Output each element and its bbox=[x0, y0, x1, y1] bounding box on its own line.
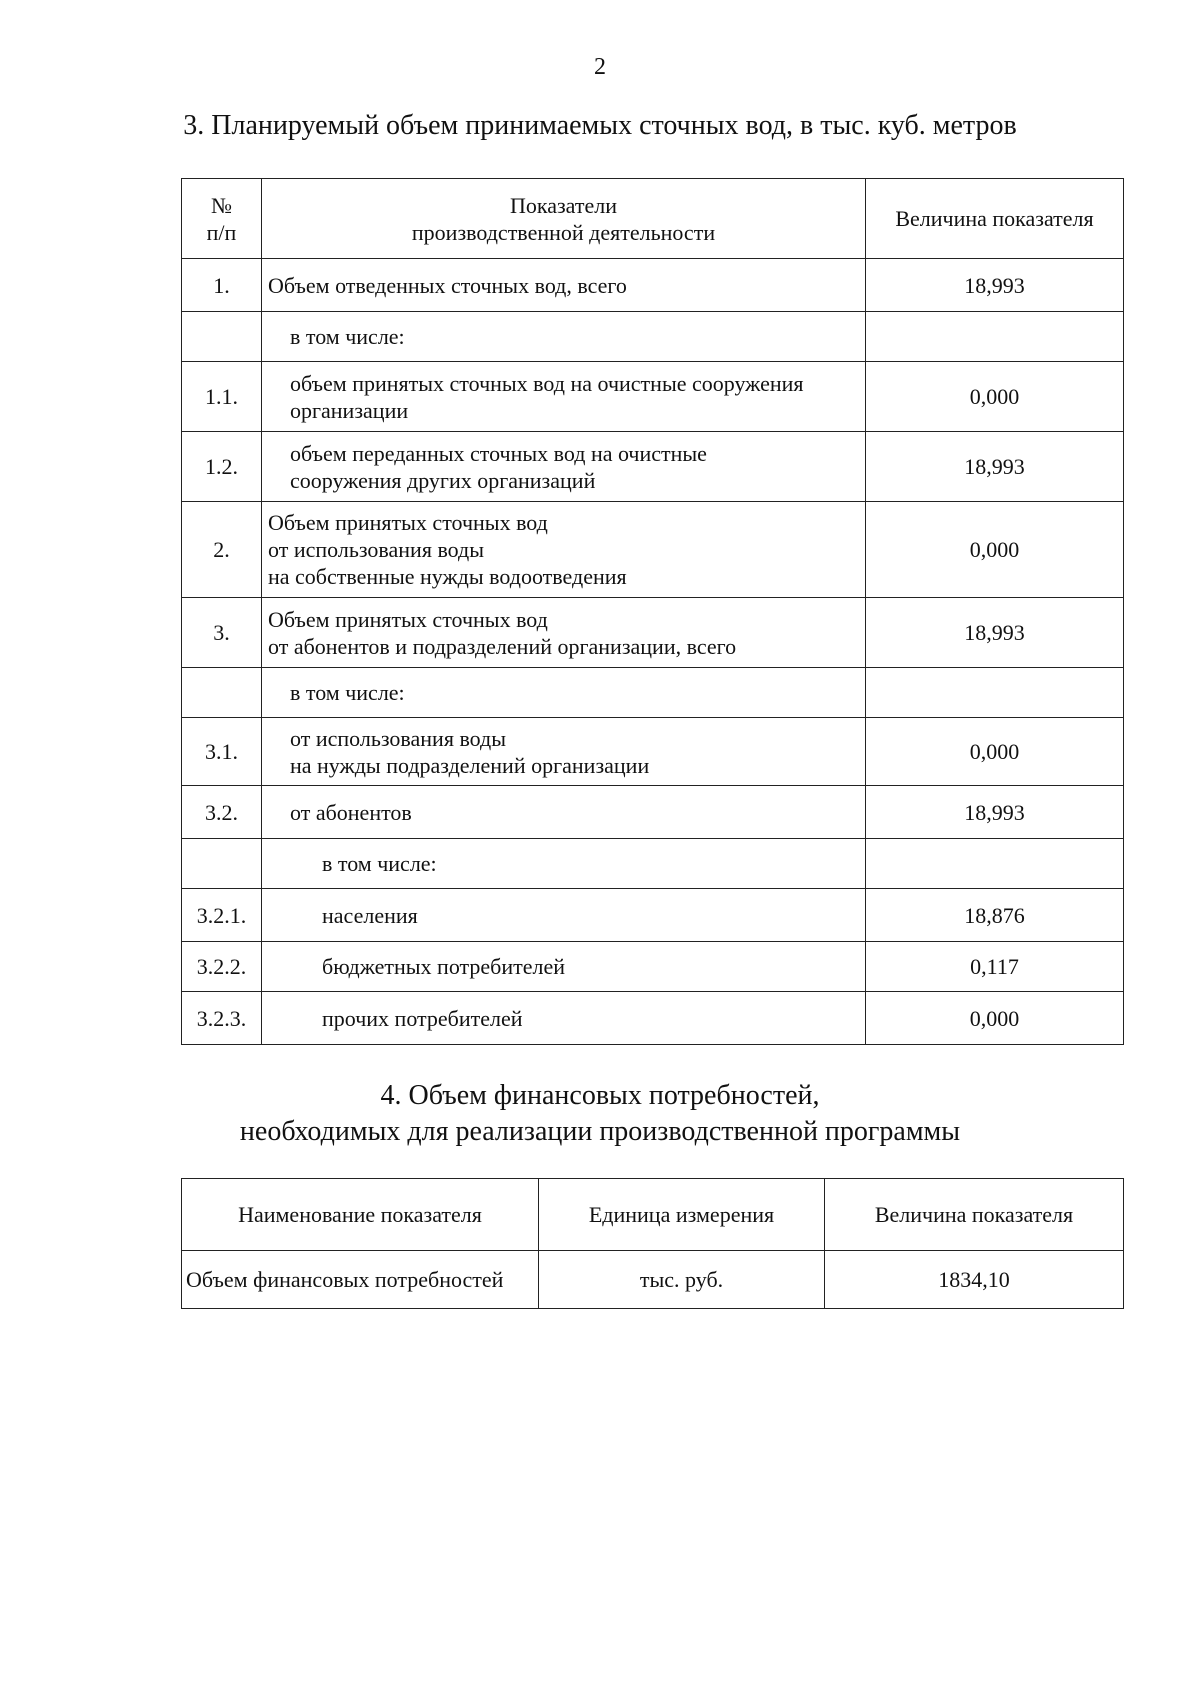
row-number: 3.2. bbox=[182, 786, 262, 839]
row-label-line: населения bbox=[322, 902, 418, 928]
row-label bbox=[262, 502, 866, 598]
financial-needs-table bbox=[181, 1178, 1124, 1309]
section-3-title: 3. Планируемый объем принимаемых сточных вод, в тыс. куб. метров bbox=[183, 110, 1017, 141]
row-label-line: Объем принятых сточных вод bbox=[268, 510, 548, 535]
table-header-row bbox=[182, 179, 1124, 259]
header-value: Величина показателя bbox=[866, 179, 1124, 259]
row-number: 1.1. bbox=[182, 362, 262, 432]
row-value bbox=[866, 839, 1124, 889]
row-label bbox=[262, 839, 866, 889]
row-label bbox=[262, 942, 866, 992]
row-number bbox=[182, 668, 262, 718]
row-label-line: объем принятых сточных вод на очистные сооружения bbox=[290, 370, 804, 396]
table-row bbox=[182, 786, 1124, 839]
table-row bbox=[182, 992, 1124, 1045]
row-number: 3. bbox=[182, 598, 262, 668]
table-row bbox=[182, 1251, 1124, 1309]
row-number: 3.1. bbox=[182, 718, 262, 786]
table-row bbox=[182, 718, 1124, 786]
header-unit: Единица измерения bbox=[539, 1179, 825, 1251]
row-number: 1. bbox=[182, 259, 262, 312]
row-label-line: бюджетных потребителей bbox=[322, 954, 566, 979]
row-number: 1.2. bbox=[182, 432, 262, 502]
table-row bbox=[182, 362, 1124, 432]
row-label-line: на собственные нужды водоотведения bbox=[268, 564, 627, 589]
row-label-line: от абонентов bbox=[290, 799, 412, 825]
row-name: Объем финансовых потребностей bbox=[182, 1251, 539, 1309]
table-header-row bbox=[182, 1179, 1124, 1251]
row-label bbox=[262, 992, 866, 1045]
row-label bbox=[262, 786, 866, 839]
table-row bbox=[182, 839, 1124, 889]
row-value bbox=[866, 312, 1124, 362]
row-value: 18,993 bbox=[866, 432, 1124, 502]
row-value: 0,117 bbox=[866, 942, 1124, 992]
row-label-line: от использования воды bbox=[268, 537, 485, 562]
row-label bbox=[262, 718, 866, 786]
row-value: 18,993 bbox=[866, 259, 1124, 312]
row-number: 3.2.3. bbox=[182, 992, 262, 1045]
row-label-line: в том числе: bbox=[290, 680, 405, 705]
row-label bbox=[262, 362, 866, 432]
row-label-line: Объем отведенных сточных вод, всего bbox=[268, 272, 627, 298]
section-4-title: 4. Объем финансовых потребностей, необходимых для реализации производственной программы bbox=[239, 1080, 961, 1147]
row-label-line: в том числе: bbox=[322, 851, 437, 876]
row-number: 3.2.1. bbox=[182, 889, 262, 942]
table-row bbox=[182, 942, 1124, 992]
row-label bbox=[262, 668, 866, 718]
row-unit: тыс. руб. bbox=[539, 1251, 825, 1309]
header-value: Величина показателя bbox=[825, 1179, 1124, 1251]
row-value: 18,876 bbox=[866, 889, 1124, 942]
row-value: 0,000 bbox=[866, 502, 1124, 598]
row-label-line: на нужды подразделений организации bbox=[290, 752, 650, 778]
table-row bbox=[182, 432, 1124, 502]
table-row bbox=[182, 598, 1124, 668]
row-value: 0,000 bbox=[866, 992, 1124, 1045]
row-value: 1834,10 bbox=[825, 1251, 1124, 1309]
row-label bbox=[262, 312, 866, 362]
row-number bbox=[182, 839, 262, 889]
row-number: 2. bbox=[182, 502, 262, 598]
table-row bbox=[182, 502, 1124, 598]
row-value: 18,993 bbox=[866, 786, 1124, 839]
row-label bbox=[262, 259, 866, 312]
page-number: 2 bbox=[594, 54, 606, 80]
row-label-line: Объем принятых сточных вод bbox=[268, 606, 548, 632]
row-number: 3.2.2. bbox=[182, 942, 262, 992]
row-label-line: в том числе: bbox=[290, 324, 405, 349]
table-row bbox=[182, 259, 1124, 312]
header-name: Наименование показателя bbox=[182, 1179, 539, 1251]
row-value: 0,000 bbox=[866, 718, 1124, 786]
row-label-line: объем переданных сточных вод на очистные bbox=[290, 440, 707, 466]
row-label bbox=[262, 432, 866, 502]
table-row bbox=[182, 312, 1124, 362]
header-num: № п/п bbox=[182, 179, 262, 259]
row-value: 0,000 bbox=[866, 362, 1124, 432]
row-number bbox=[182, 312, 262, 362]
table-row bbox=[182, 668, 1124, 718]
row-label-line: от абонентов и подразделений организации, всего bbox=[268, 633, 737, 659]
row-label-line: организации bbox=[290, 397, 409, 423]
row-label-line: сооружения других организаций bbox=[290, 467, 596, 493]
row-label bbox=[262, 889, 866, 942]
row-value bbox=[866, 668, 1124, 718]
table-row bbox=[182, 889, 1124, 942]
row-value: 18,993 bbox=[866, 598, 1124, 668]
row-label bbox=[262, 598, 866, 668]
wastewater-volume-table bbox=[181, 178, 1124, 1045]
row-label-line: прочих потребителей bbox=[322, 1005, 523, 1031]
row-label-line: от использования воды bbox=[290, 725, 507, 751]
header-indicator: Показатели производственной деятельности bbox=[262, 179, 866, 259]
